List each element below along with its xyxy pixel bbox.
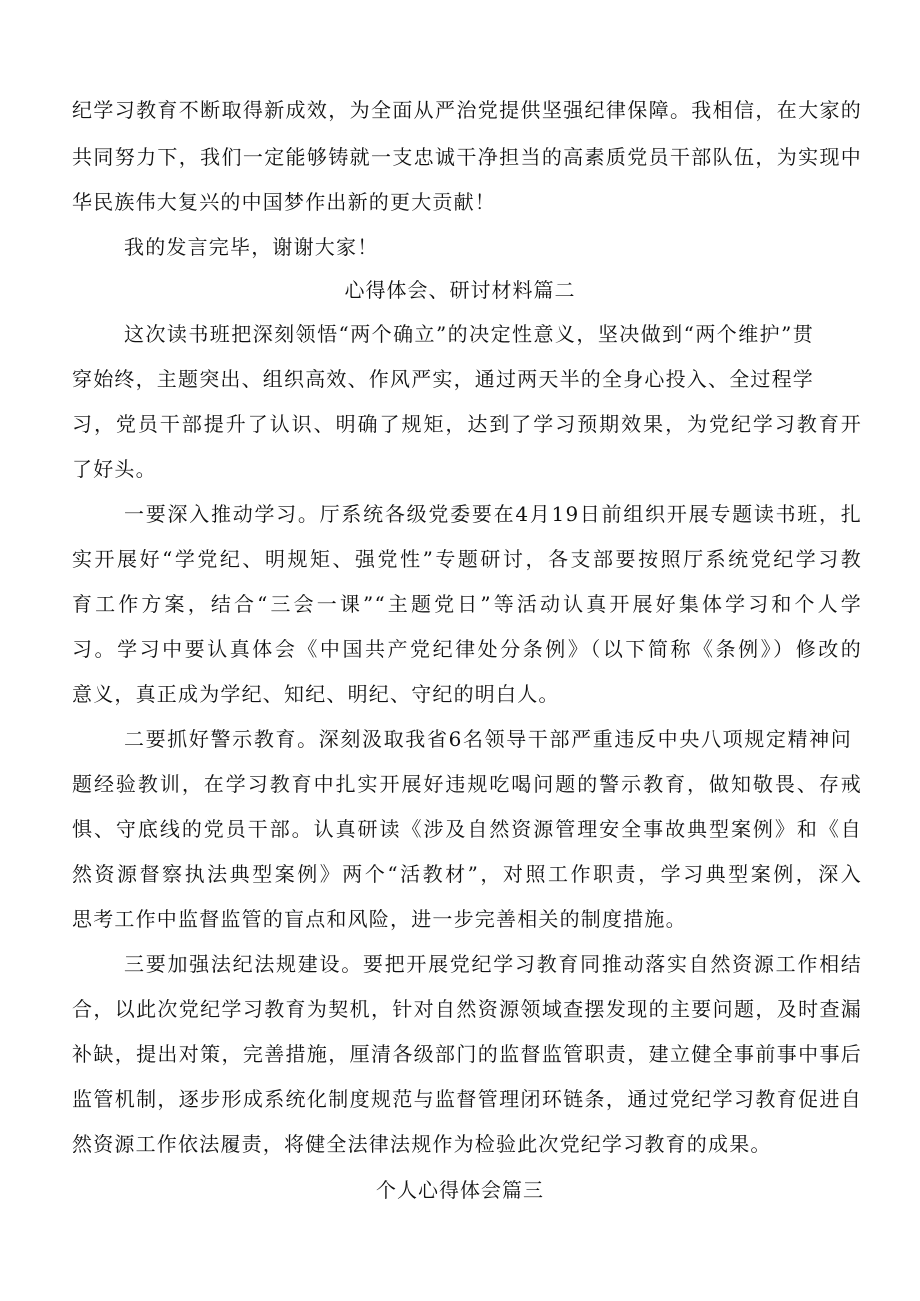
paragraph-line: 穿始终，主题突出、组织高效、作风严实，通过两天半的全身心投入、全过程学 bbox=[72, 367, 814, 391]
paragraph-line: 题经验教训，在学习教育中扎实开展好违规吃喝问题的警示教育，做知敬畏、存戒 bbox=[72, 772, 862, 796]
closing-remark: 我的发言完毕，谢谢大家！ bbox=[124, 235, 379, 259]
section-heading: 心得体会、研讨材料篇二 bbox=[344, 278, 576, 302]
paragraph-line: 实开展好“学党纪、明规矩、强党性”专题研讨，各支部要按照厅系统党纪学习教 bbox=[72, 547, 862, 571]
paragraph-line: 习。学习中要认真体会《中国共产党纪律处分条例》（以下简称《条例》）修改的 bbox=[72, 637, 862, 661]
paragraph-line: 共同努力下，我们一定能够铸就一支忠诚干净担当的高素质党员干部队伍，为实现中 bbox=[72, 145, 862, 169]
paragraph-line: 二要抓好警示教育。深刻汲取我省6名领导干部严重违反中央八项规定精神问 bbox=[124, 727, 852, 751]
paragraph-line: 意义，真正成为学纪、知纪、明纪、守纪的明白人。 bbox=[72, 682, 560, 706]
paragraph-line: 纪学习教育不断取得新成效，为全面从严治党提供坚强纪律保障。我相信，在大家的 bbox=[72, 98, 862, 122]
paragraph-line: 华民族伟大复兴的中国梦作出新的更大贡献！ bbox=[72, 190, 496, 214]
paragraph-line: 了好头。 bbox=[72, 457, 157, 481]
paragraph-line: 监管机制，逐步形成系统化制度规范与监督管理闭环链条，通过党纪学习教育促进自 bbox=[72, 1087, 862, 1111]
paragraph-line: 这次读书班把深刻领悟“两个确立”的决定性意义，坚决做到“两个维护”贯 bbox=[124, 322, 814, 346]
paragraph-line: 三要加强法纪法规建设。要把开展党纪学习教育同推动落实自然资源工作相结 bbox=[124, 952, 862, 976]
paragraph-line: 一要深入推动学习。厅系统各级党委要在4月19日前组织开展专题读书班，扎 bbox=[124, 502, 862, 526]
paragraph-line: 育工作方案，结合“三会一课”“主题党日”等活动认真开展好集体学习和个人学 bbox=[72, 592, 862, 616]
paragraph-line: 惧、守底线的党员干部。认真研读《涉及自然资源管理安全事故典型案例》和《自 bbox=[72, 817, 862, 841]
paragraph-line: 然资源督察执法典型案例》两个“活教材”，对照工作职责，学习典型案例，深入 bbox=[72, 862, 862, 886]
paragraph-line: 思考工作中监督监管的盲点和风险，进一步完善相关的制度措施。 bbox=[72, 907, 687, 931]
paragraph-line: 合，以此次党纪学习教育为契机，针对自然资源领域查摆发现的主要问题，及时查漏 bbox=[72, 997, 862, 1021]
paragraph-line: 习，党员干部提升了认识、明确了规矩，达到了学习预期效果，为党纪学习教育开 bbox=[72, 412, 862, 436]
paragraph-line: 补缺，提出对策，完善措施，厘清各级部门的监督监管职责，建立健全事前事中事后 bbox=[72, 1042, 862, 1066]
paragraph-line: 然资源工作依法履责，将健全法律法规作为检验此次党纪学习教育的成果。 bbox=[72, 1132, 772, 1156]
section-heading: 个人心得体会篇三 bbox=[376, 1178, 544, 1202]
